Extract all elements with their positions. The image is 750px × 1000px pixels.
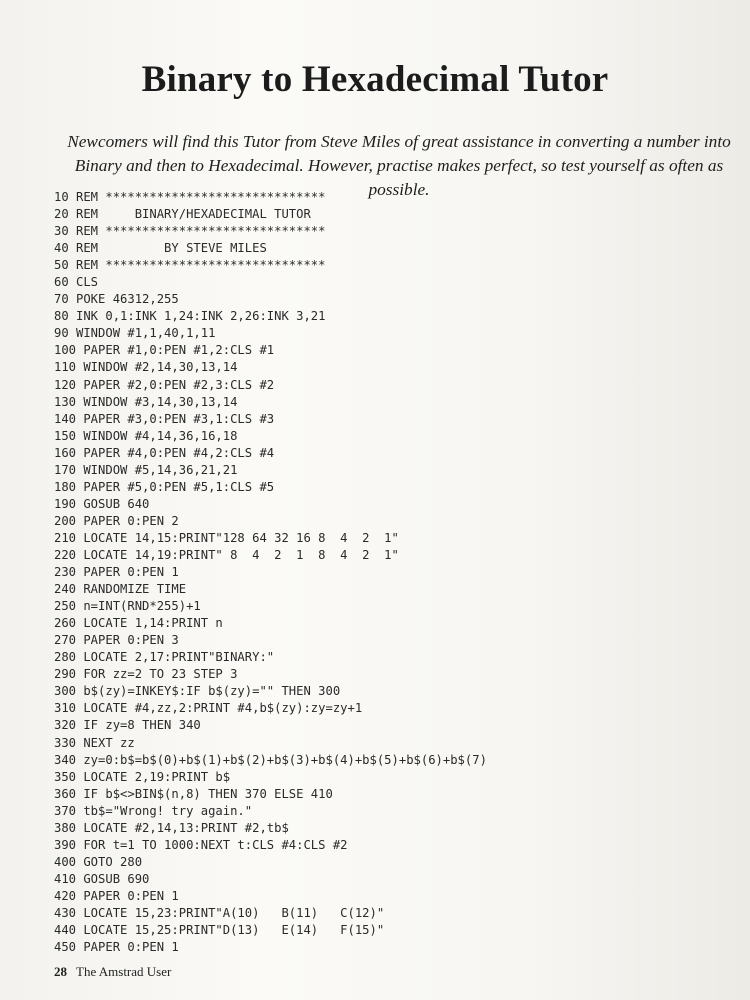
code-line: 90 WINDOW #1,1,40,1,11 <box>54 326 216 341</box>
code-line: 50 REM ****************************** <box>54 258 326 273</box>
code-line: 140 PAPER #3,0:PEN #3,1:CLS #3 <box>54 411 275 426</box>
code-line: 180 PAPER #5,0:PEN #5,1:CLS #5 <box>54 479 275 494</box>
article-title: Binary to Hexadecimal Tutor <box>141 59 609 100</box>
code-line: 150 WINDOW #4,14,36,16,18 <box>54 428 238 443</box>
code-line: 30 REM ****************************** <box>54 224 326 239</box>
code-line: 450 PAPER 0:PEN 1 <box>54 940 179 955</box>
page-footer <box>54 964 171 980</box>
code-line: 260 LOCATE 1,14:PRINT n <box>54 616 223 631</box>
code-line: 160 PAPER #4,0:PEN #4,2:CLS #4 <box>54 445 275 460</box>
code-line: 170 WINDOW #5,14,36,21,21 <box>54 462 238 477</box>
code-line: 280 LOCATE 2,17:PRINT"BINARY:" <box>54 650 275 665</box>
code-line: 370 tb$="Wrong! try again." <box>54 803 253 818</box>
code-line: 80 INK 0,1:INK 1,24:INK 2,26:INK 3,21 <box>54 309 326 324</box>
code-line: 330 NEXT zz <box>54 735 135 750</box>
code-line: 200 PAPER 0:PEN 2 <box>54 513 179 528</box>
code-line: 420 PAPER 0:PEN 1 <box>54 888 179 903</box>
code-line: 440 LOCATE 15,25:PRINT"D(13) E(14) F(15)" <box>54 923 385 938</box>
code-line: 400 GOTO 280 <box>54 854 143 869</box>
article-intro: Newcomers will find this Tutor from Steve Miles of great assistance in converting a number into Binary and then to Hexadecimal. However, practise makes perfect, so test yourself as often as possible. <box>67 132 731 199</box>
code-line: 190 GOSUB 640 <box>54 496 150 511</box>
code-line: 240 RANDOMIZE TIME <box>54 582 187 597</box>
code-line: 210 LOCATE 14,15:PRINT"128 64 32 16 8 4 2 1" <box>54 530 399 545</box>
page-number: 28 <box>54 964 67 979</box>
show-through-text <box>150 100 350 118</box>
code-line: 380 LOCATE #2,14,13:PRINT #2,tb$ <box>54 820 289 835</box>
code-line: 230 PAPER 0:PEN 1 <box>54 565 179 580</box>
code-line: 100 PAPER #1,0:PEN #1,2:CLS #1 <box>54 343 275 358</box>
code-line: 290 FOR zz=2 TO 23 STEP 3 <box>54 667 238 682</box>
code-line: 390 FOR t=1 TO 1000:NEXT t:CLS #4:CLS #2 <box>54 837 348 852</box>
code-line: 350 LOCATE 2,19:PRINT b$ <box>54 769 231 784</box>
code-line: 270 PAPER 0:PEN 3 <box>54 633 179 648</box>
code-line: 130 WINDOW #3,14,30,13,14 <box>54 394 238 409</box>
code-line: 220 LOCATE 14,19:PRINT" 8 4 2 1 8 4 2 1" <box>54 547 399 562</box>
code-line: 20 REM BINARY/HEXADECIMAL TUTOR <box>54 207 311 222</box>
code-line: 60 CLS <box>54 275 99 290</box>
publication-name: The Amstrad User <box>76 964 172 979</box>
code-line: 250 n=INT(RND*255)+1 <box>54 599 201 614</box>
code-line: 320 IF zy=8 THEN 340 <box>54 718 201 733</box>
code-line: 40 REM BY STEVE MILES <box>54 241 267 256</box>
code-line: 110 WINDOW #2,14,30,13,14 <box>54 360 238 375</box>
code-line: 300 b$(zy)=INKEY$:IF b$(zy)="" THEN 300 <box>54 684 341 699</box>
code-line: 340 zy=0:b$=b$(0)+b$(1)+b$(2)+b$(3)+b$(4)+b$(5)+b$(6)+b$(7) <box>54 752 487 767</box>
basic-program-listing <box>54 189 744 956</box>
code-line: 410 GOSUB 690 <box>54 871 150 886</box>
code-line: 10 REM ****************************** <box>54 190 326 204</box>
code-line: 360 IF b$<>BIN$(n,8) THEN 370 ELSE 410 <box>54 786 333 801</box>
code-line: 430 LOCATE 15,23:PRINT"A(10) B(11) C(12)" <box>54 905 385 920</box>
code-line: 120 PAPER #2,0:PEN #2,3:CLS #2 <box>54 377 275 392</box>
code-line: 310 LOCATE #4,zz,2:PRINT #4,b$(zy):zy=zy+1 <box>54 701 363 716</box>
code-line: 70 POKE 46312,255 <box>54 292 179 307</box>
